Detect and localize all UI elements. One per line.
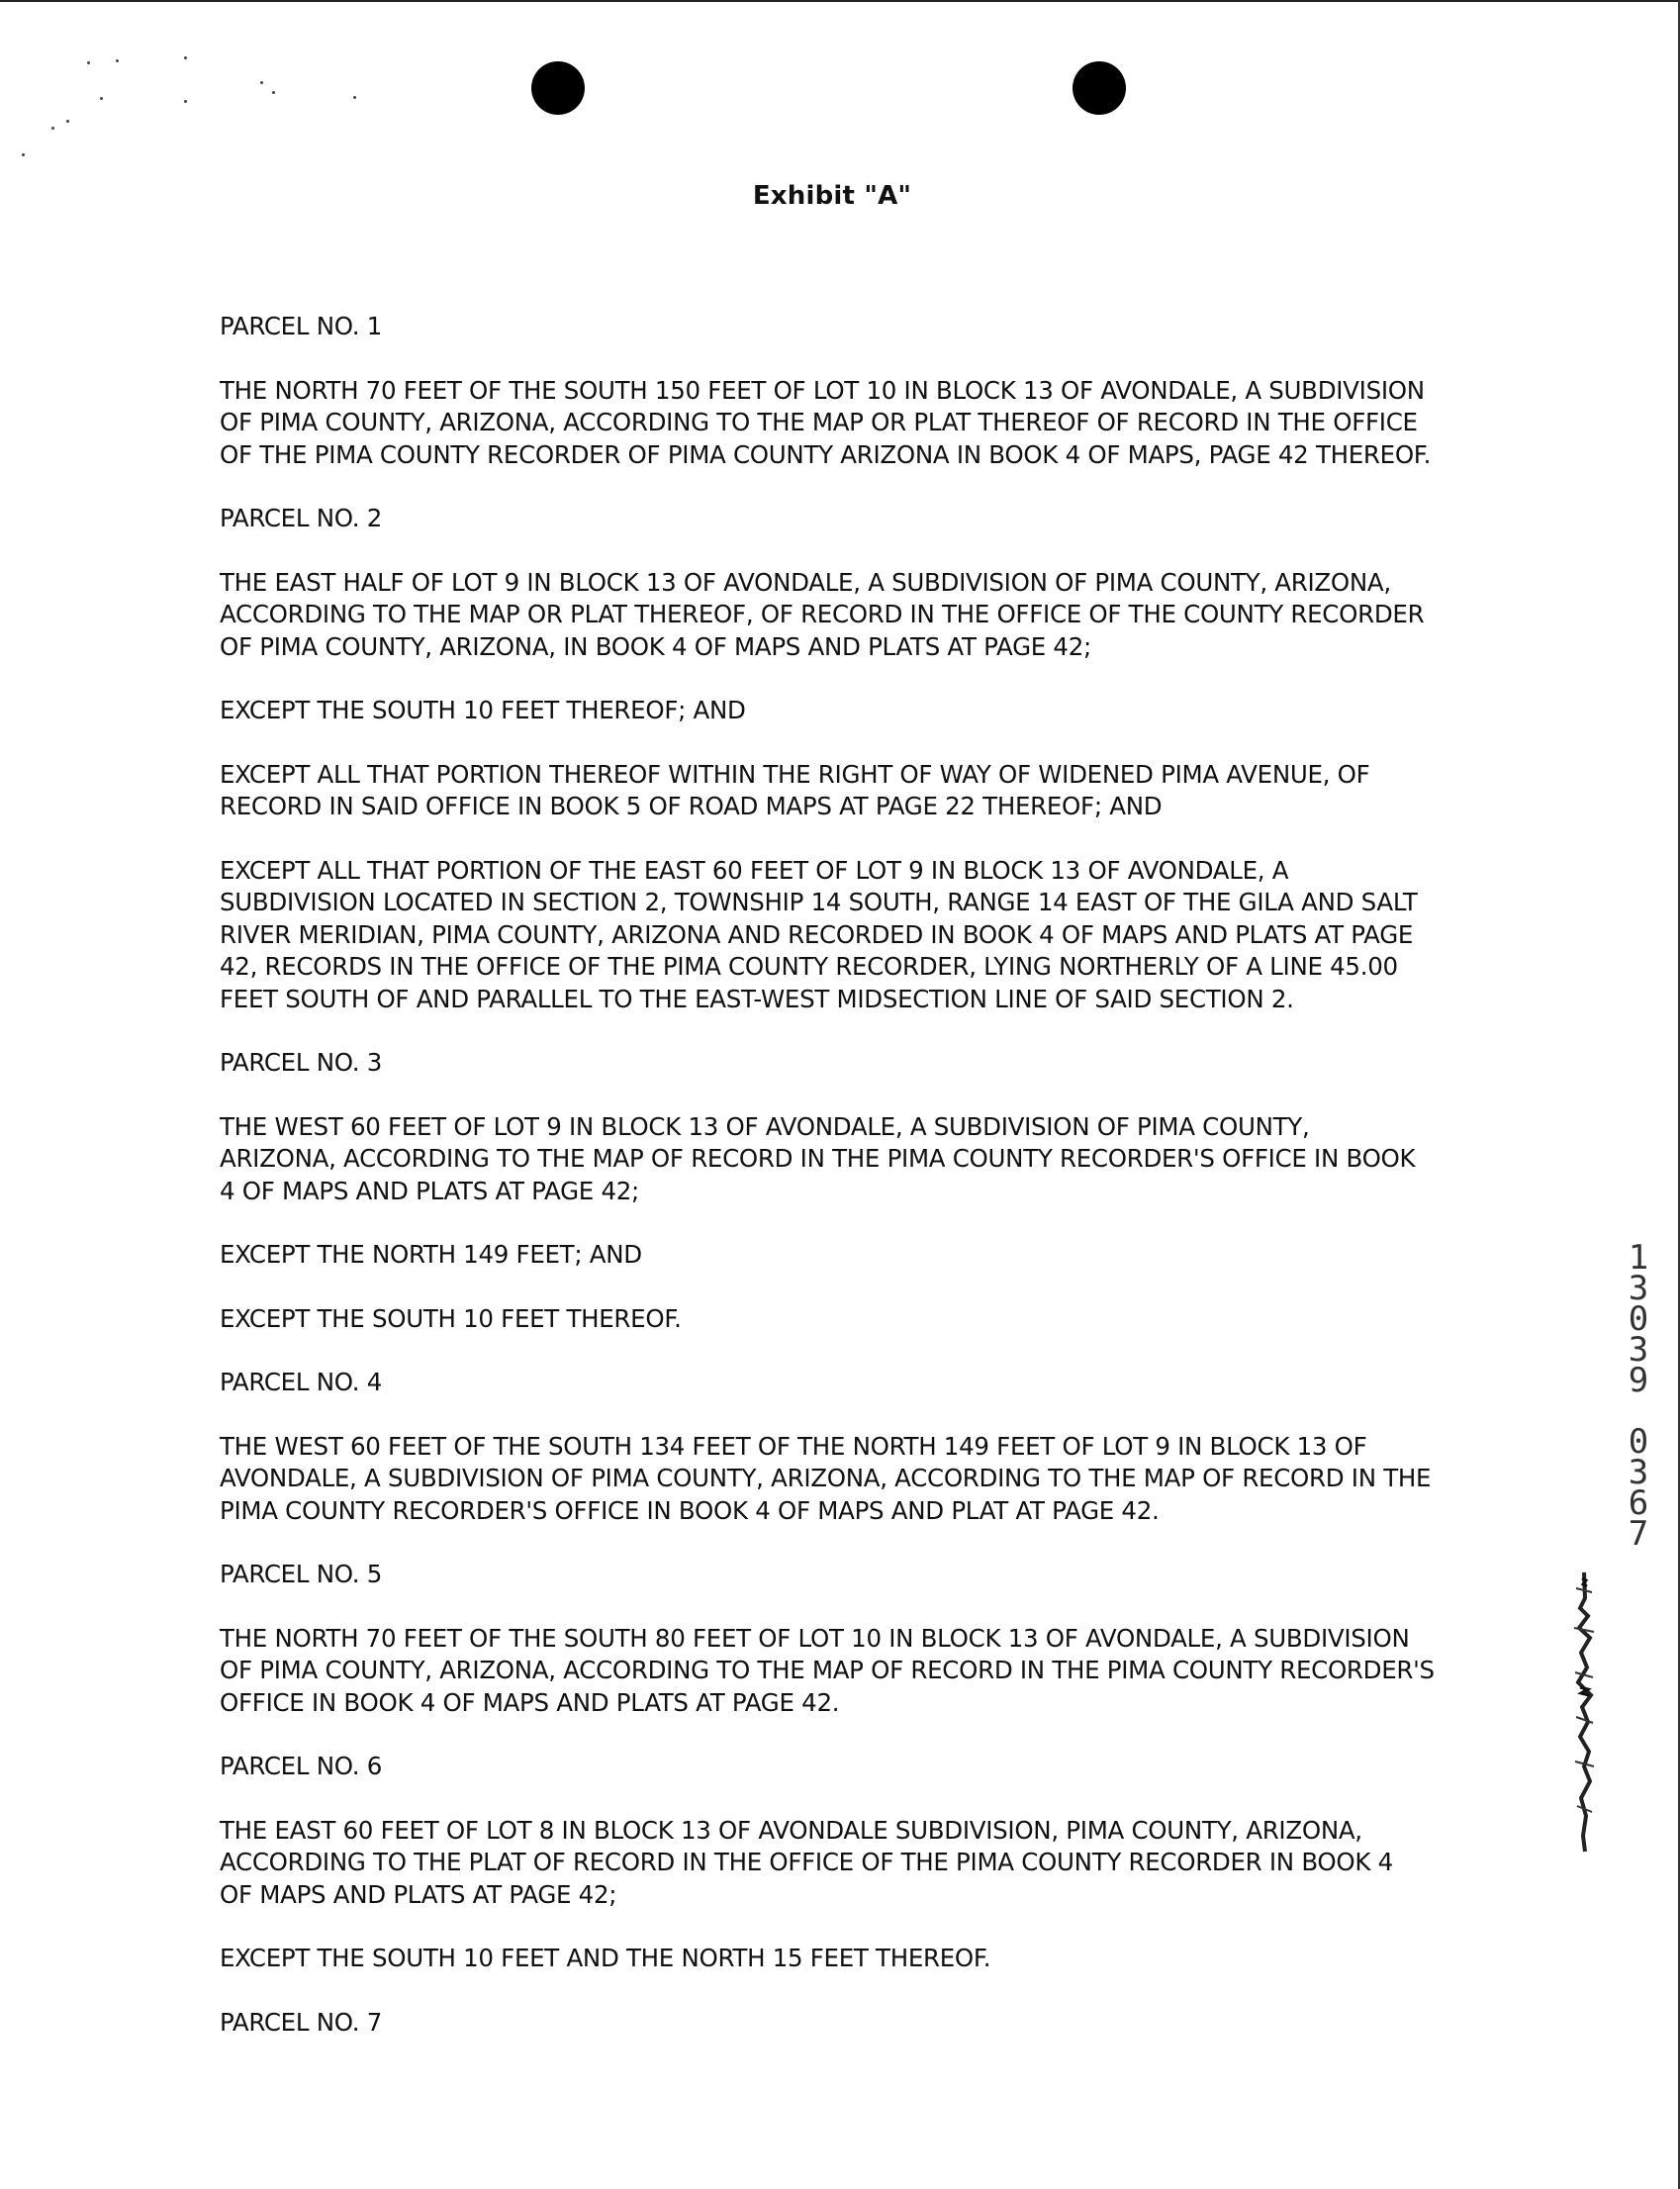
legal-paragraph: EXCEPT ALL THAT PORTION THEREOF WITHIN THE RIGHT OF WAY OF WIDENED PIMA AVENUE, OF RECORD IN SAID OFFICE IN BOOK 5 OF ROAD MAPS AT PAGE 22 THEREOF; AND bbox=[220, 759, 1370, 820]
scan-speck bbox=[66, 120, 69, 123]
scan-speck bbox=[22, 153, 25, 156]
scan-speck bbox=[87, 61, 90, 64]
parcel-heading: PARCEL NO. 5 bbox=[220, 1560, 382, 1588]
legal-paragraph: EXCEPT THE SOUTH 10 FEET AND THE NORTH 15 FEET THEREOF. bbox=[220, 1944, 991, 1972]
parcel-heading: PARCEL NO. 2 bbox=[220, 504, 382, 532]
legal-description-body bbox=[220, 311, 1466, 2070]
parcel-heading: PARCEL NO. 4 bbox=[220, 1368, 382, 1396]
legal-paragraph: EXCEPT ALL THAT PORTION OF THE EAST 60 FEET OF LOT 9 IN BLOCK 13 OF AVONDALE, A SUBDIVISION LOCATED IN SECTION 2, TOWNSHIP 14 SOUTH, RANGE 14 EAST OF THE GILA AND SALT RIVER MERIDIAN, PIMA COUNTY, ARIZONA AND RECORDED IN BOOK 4 OF MAPS AND PLATS AT PAGE 42, RECORDS IN THE OFFICE OF THE PIMA COUNTY RECORDER, LYING NORTHERLY OF A LINE 45.00 FEET SOUTH OF AND PARALLEL TO THE EAST-WEST MIDSECTION LINE OF SAID SECTION 2. bbox=[220, 855, 1418, 1013]
parcel-heading: PARCEL NO. 3 bbox=[220, 1048, 382, 1077]
legal-paragraph: EXCEPT THE NORTH 149 FEET; AND bbox=[220, 1240, 642, 1269]
scan-speck bbox=[51, 127, 54, 130]
scan-speck bbox=[116, 59, 119, 62]
parcel-heading: PARCEL NO. 6 bbox=[220, 1752, 382, 1780]
scan-speck bbox=[184, 56, 187, 59]
scan-speck bbox=[353, 96, 356, 99]
recording-number-stamp: 1 3 0 3 9 0 3 6 7 bbox=[1628, 1238, 1649, 1554]
legal-paragraph: THE EAST 60 FEET OF LOT 8 IN BLOCK 13 OF AVONDALE SUBDIVISION, PIMA COUNTY, ARIZONA, ACCORDING TO THE PLAT OF RECORD IN THE OFFICE OF THE PIMA COUNTY RECORDER IN BOOK 4 OF MAPS AND PLATS AT PAGE 42; bbox=[220, 1815, 1393, 1909]
scan-top-edge bbox=[0, 0, 1680, 2]
legal-paragraph: THE NORTH 70 FEET OF THE SOUTH 80 FEET OF LOT 10 IN BLOCK 13 OF AVONDALE, A SUBDIVISION OF PIMA COUNTY, ARIZONA, ACCORDING TO THE MAP OF RECORD IN THE PIMA COUNTY RECORDER'S OFFICE IN BOOK 4 OF MAPS AND PLATS AT PAGE 42. bbox=[220, 1623, 1435, 1717]
scan-speck bbox=[184, 100, 187, 103]
scan-speck bbox=[100, 97, 103, 100]
legal-paragraph: EXCEPT THE SOUTH 10 FEET THEREOF; AND bbox=[220, 696, 746, 724]
parcel-heading: PARCEL NO. 1 bbox=[220, 312, 382, 340]
legal-paragraph: EXCEPT THE SOUTH 10 FEET THEREOF. bbox=[220, 1303, 682, 1333]
punch-hole-left bbox=[531, 61, 585, 115]
exhibit-title: Exhibit "A" bbox=[752, 181, 912, 211]
punch-hole-right bbox=[1073, 61, 1126, 115]
handwritten-initials-mark bbox=[1566, 1569, 1602, 1856]
scan-speck bbox=[260, 81, 263, 84]
legal-paragraph: THE WEST 60 FEET OF LOT 9 IN BLOCK 13 OF AVONDALE, A SUBDIVISION OF PIMA COUNTY, ARIZONA, ACCORDING TO THE MAP OF RECORD IN THE PIMA COUNTY RECORDER'S OFFICE IN BOOK 4 OF MAPS AND PLATS AT PAGE 42; bbox=[220, 1111, 1416, 1205]
legal-paragraph: THE NORTH 70 FEET OF THE SOUTH 150 FEET OF LOT 10 IN BLOCK 13 OF AVONDALE, A SUBDIVISION OF PIMA COUNTY, ARIZONA, ACCORDING TO THE MAP OR PLAT THEREOF OF RECORD IN THE OFFICE OF THE PIMA COUNTY RECORDER OF PIMA COUNTY ARIZONA IN BOOK 4 OF MAPS, PAGE 42 THEREOF. bbox=[220, 375, 1432, 469]
parcel-heading: PARCEL NO. 7 bbox=[220, 2007, 382, 2037]
scan-speck bbox=[272, 91, 275, 94]
legal-paragraph: THE WEST 60 FEET OF THE SOUTH 134 FEET OF THE NORTH 149 FEET OF LOT 9 IN BLOCK 13 OF AVONDALE, A SUBDIVISION OF PIMA COUNTY, ARIZONA, ACCORDING TO THE MAP OF RECORD IN THE PIMA COUNTY RECORDER'S OFFICE IN BOOK 4 OF MAPS AND PLAT AT PAGE 42. bbox=[220, 1431, 1432, 1525]
legal-paragraph: THE EAST HALF OF LOT 9 IN BLOCK 13 OF AVONDALE, A SUBDIVISION OF PIMA COUNTY, ARIZONA, ACCORDING TO THE MAP OR PLAT THEREOF, OF RECORD IN THE OFFICE OF THE COUNTY RECORDER OF PIMA COUNTY, ARIZONA, IN BOOK 4 OF MAPS AND PLATS AT PAGE 42; bbox=[220, 567, 1425, 661]
